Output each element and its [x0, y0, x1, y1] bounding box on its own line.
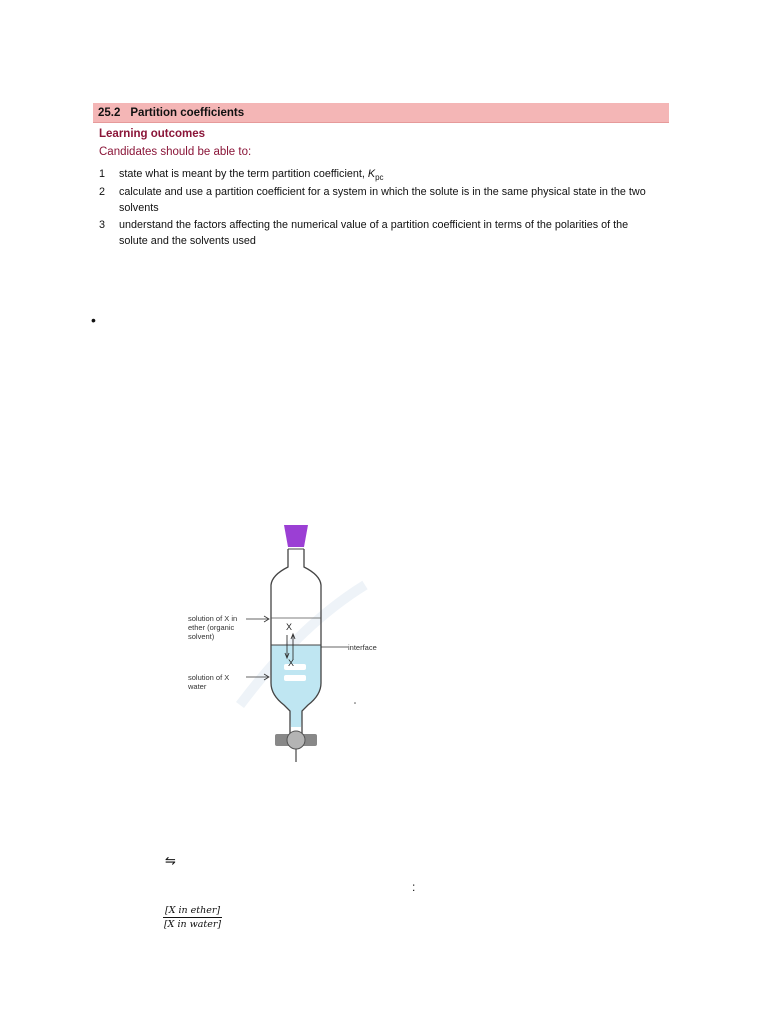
- outcome-number: 1: [99, 168, 106, 180]
- water-label: solution of X water: [188, 673, 230, 691]
- learning-outcomes-heading: Learning outcomes: [99, 128, 206, 140]
- x-label-bottom: X: [288, 658, 295, 668]
- colon-mark: :: [412, 880, 416, 894]
- tap-handle: [287, 731, 305, 749]
- outcome-item: [99, 184, 659, 216]
- separating-funnel-diagram: [180, 515, 410, 770]
- outcome-text: understand the factors affecting the numerical value of a partition coefficient in terms of the polarities of the solute and the solvents used: [119, 219, 629, 247]
- x-label-top: X: [286, 622, 293, 632]
- partition-coefficient-fraction: [163, 905, 222, 930]
- water-highlight: [284, 675, 306, 681]
- fraction-numerator: [X in ether]: [165, 905, 221, 916]
- outcome-item: [99, 217, 659, 249]
- water-layer: [271, 645, 321, 727]
- fraction-denominator: [X in water]: [163, 919, 222, 930]
- equilibrium-arrow: ⇋: [165, 854, 176, 869]
- outcome-number: 3: [99, 219, 106, 231]
- outcome-number: 2: [99, 186, 106, 198]
- stray-dot: [354, 702, 356, 704]
- section-header: [93, 103, 669, 123]
- outcome-text: state what is meant by the term partition coefficient, $K_{pc}$: [119, 168, 384, 183]
- section-number: 25.2: [98, 106, 121, 119]
- ether-label: solution of X in ether (organic solvent): [188, 614, 238, 641]
- learning-outcomes-intro: Candidates should be able to:: [99, 146, 252, 158]
- kpc-symbol: K: [367, 168, 376, 180]
- stopper: [284, 525, 308, 547]
- section-title: Partition coefficients: [130, 106, 245, 119]
- outcome-text: calculate and use a partition coefficient for a system in which the solute is in the same physical state in the two solvents: [119, 186, 646, 214]
- bullet-point: •: [91, 312, 96, 328]
- interface-label: interface: [348, 643, 377, 652]
- kpc-subscript: pc: [375, 173, 384, 183]
